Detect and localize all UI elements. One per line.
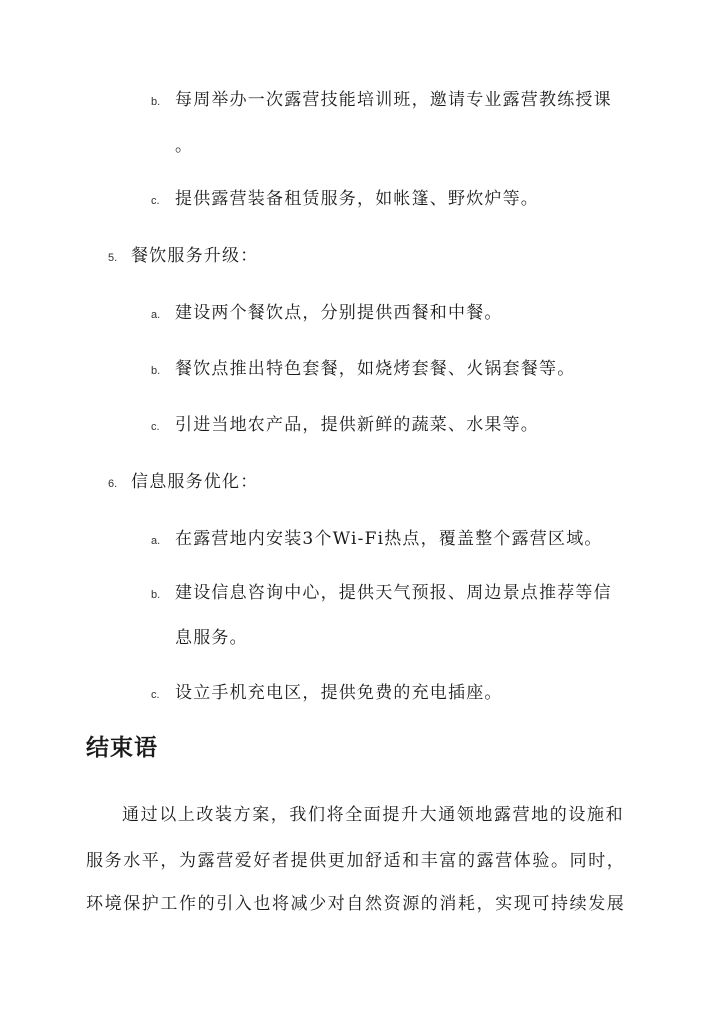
- list-marker: c.: [151, 195, 160, 207]
- list-item-continuation: 息服务。: [175, 628, 248, 648]
- paragraph-line: 服务水平，为露营爱好者提供更加舒适和丰富的露营体验。同时，: [86, 851, 626, 871]
- list-marker: b.: [151, 589, 161, 601]
- list-item-text: 建设两个餐饮点，分别提供西餐和中餐。: [175, 303, 503, 323]
- list-marker: b.: [151, 96, 161, 108]
- list-item-text: 引进当地农产品，提供新鲜的蔬菜、水果等。: [175, 415, 539, 435]
- list-marker: b.: [151, 365, 161, 377]
- list-item-continuation: 。: [175, 136, 194, 156]
- list-item-text: 餐饮点推出特色套餐，如烧烤套餐、火锅套餐等。: [175, 359, 576, 379]
- list-item-text: 建设信息咨询中心，提供天气预报、周边景点推荐等信: [175, 583, 612, 603]
- list-marker: c.: [151, 421, 160, 433]
- section-item-text: 信息服务优化：: [131, 472, 259, 492]
- paragraph-line: 通过以上改装方案，我们将全面提升大通领地露营地的设施和: [122, 805, 625, 825]
- list-item-text: 在露营地内安装3个Wi-Fi热点，覆盖整个露营区域。: [175, 529, 603, 549]
- paragraph-line: 环境保护工作的引入也将减少对自然资源的消耗，实现可持续发展: [86, 894, 626, 914]
- list-item-text: 每周举办一次露营技能培训班，邀请专业露营教练授课: [175, 90, 612, 110]
- list-marker: 6.: [108, 478, 118, 490]
- list-marker: 5.: [108, 252, 118, 264]
- section-heading: 结束语: [86, 734, 158, 761]
- list-item-text: 设立手机充电区，提供免费的充电插座。: [175, 683, 503, 703]
- section-item-text: 餐饮服务升级：: [131, 246, 259, 266]
- list-marker: a.: [151, 535, 161, 547]
- list-marker: a.: [151, 309, 161, 321]
- list-item-text: 提供露营装备租赁服务，如帐篷、野炊炉等。: [175, 189, 539, 209]
- list-marker: c.: [151, 689, 160, 701]
